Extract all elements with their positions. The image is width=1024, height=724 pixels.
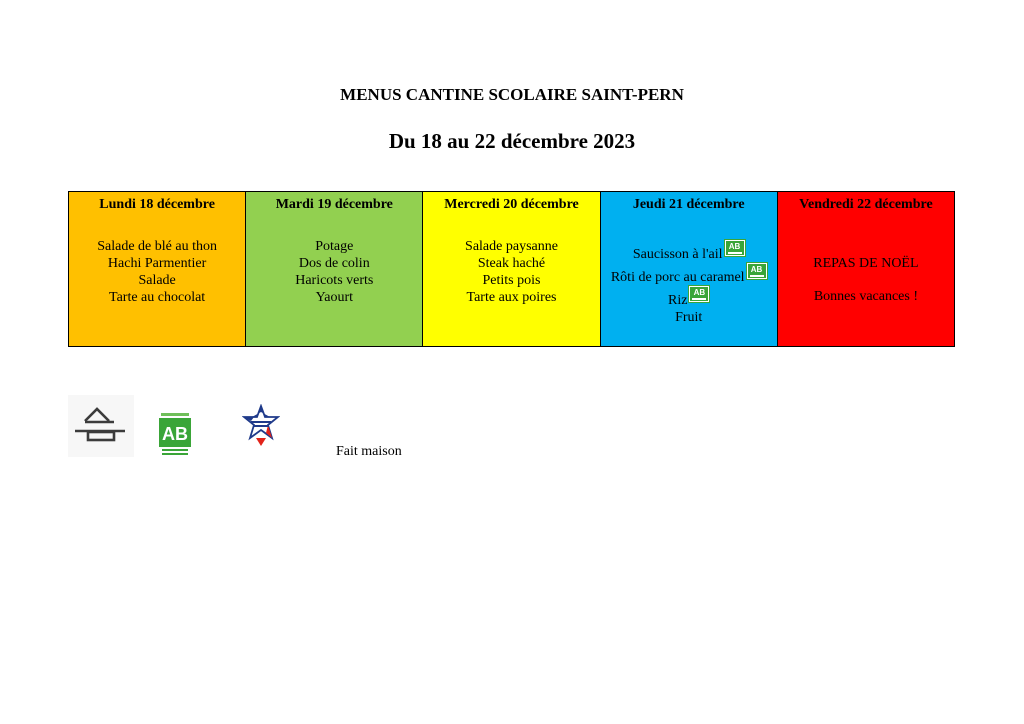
- menu-item: [601, 286, 777, 309]
- ab-organic-logo: [159, 412, 191, 458]
- page-title: MENUS CANTINE SCOLAIRE SAINT-PERN: [340, 85, 684, 104]
- menu-item-label: Rôti de porc au caramel: [610, 270, 745, 285]
- menu-item: Hachi Parmentier: [107, 256, 207, 271]
- menu-item: Salade paysanne: [465, 239, 558, 254]
- menu-item: Salade de blé au thon: [97, 239, 217, 254]
- menu-item: Bonnes vacances !: [813, 289, 918, 304]
- day-heading: Mardi 19 décembre: [275, 197, 393, 212]
- menu-item: Yaourt: [315, 290, 354, 305]
- day-column-lundi: [69, 192, 246, 346]
- day-menu: [778, 255, 954, 305]
- day-heading: Lundi 18 décembre: [99, 197, 215, 212]
- organic-ab-icon: AB: [747, 263, 767, 279]
- page-subtitle: Du 18 au 22 décembre 2023: [388, 129, 636, 153]
- day-heading: Vendredi 22 décembre: [799, 197, 933, 212]
- house-icon: [68, 395, 134, 457]
- menu-item: Steak haché: [477, 256, 546, 271]
- day-menu: [69, 238, 245, 306]
- legend: [68, 395, 368, 465]
- day-menu: [423, 238, 599, 306]
- menu-item: Haricots verts: [295, 273, 374, 288]
- organic-ab-icon: AB: [689, 286, 709, 302]
- menu-item: [601, 240, 777, 263]
- day-column-jeudi: [601, 192, 778, 346]
- day-menu: [601, 240, 777, 326]
- menu-item: Fruit: [675, 310, 703, 325]
- viandes-de-france-logo: [242, 404, 280, 448]
- day-column-mercredi: [423, 192, 600, 346]
- menu-item: [601, 263, 777, 286]
- fait-maison-label: Fait maison: [336, 444, 402, 459]
- menu-item: Dos de colin: [298, 256, 370, 271]
- menu-table: [68, 191, 955, 347]
- menu-item: REPAS DE NOËL: [813, 256, 919, 271]
- day-menu: [246, 238, 422, 306]
- menu-item-label: Riz: [667, 293, 688, 308]
- day-heading: Jeudi 21 décembre: [632, 197, 745, 212]
- day-heading: Mercredi 20 décembre: [444, 197, 579, 212]
- menu-item: Tarte aux poires: [466, 290, 557, 305]
- day-column-vendredi: [778, 192, 954, 346]
- menu-item: Salade: [138, 273, 176, 288]
- menu-item: Tarte au chocolat: [109, 290, 206, 305]
- svg-text:AB: AB: [162, 424, 188, 444]
- organic-ab-icon: AB: [725, 240, 745, 256]
- menu-item: Potage: [315, 239, 354, 254]
- menu-item: Petits pois: [482, 273, 541, 288]
- day-column-mardi: [246, 192, 423, 346]
- menu-item-label: Saucisson à l'ail: [632, 247, 723, 262]
